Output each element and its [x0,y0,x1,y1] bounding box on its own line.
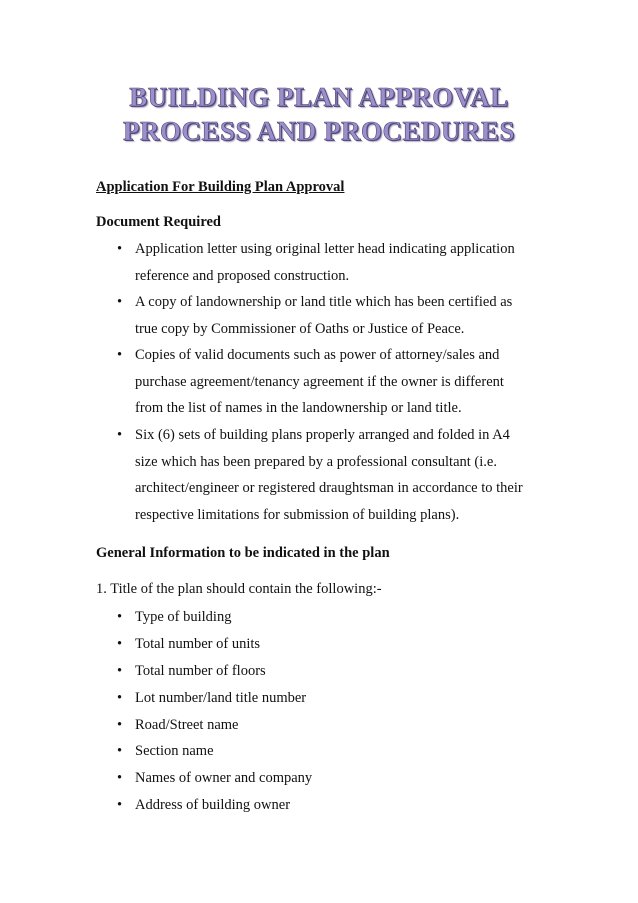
document-item-line: respective limitations for submission of building plans). [135,507,460,523]
section-heading-general-information: General Information to be indicated in the plan [96,545,390,561]
title-item: Total number of floors [135,663,266,679]
title-intro-text: 1. Title of the plan should contain the following:- [96,581,382,597]
document-title-line-1: BUILDING PLAN APPROVAL [129,82,509,112]
title-item: Section name [135,743,214,759]
document-item-line: A copy of landownership or land title which has been certified as [135,294,513,310]
document-item-line: from the list of names in the landownership or land title. [135,400,462,416]
title-item: Names of owner and company [135,770,313,786]
bullet-icon: • [117,636,123,652]
document-item-line: Application letter using original letter head indicating application [135,241,515,257]
document-item-line: size which has been prepared by a professional consultant (i.e. [135,454,497,470]
bullet-icon: • [117,663,123,679]
bullet-icon: • [117,347,123,363]
bullet-icon: • [117,770,123,786]
document-item-line: architect/engineer or registered draughtsman in accordance to their [135,480,523,496]
title-item: Road/Street name [135,717,239,733]
bullet-icon: • [117,427,123,443]
bullet-icon: • [117,690,123,706]
section-heading-documents-required: Document Required [96,214,221,230]
bullet-icon: • [117,609,123,625]
bullet-icon: • [117,797,123,813]
document-title-line-2: PROCESS AND PROCEDURES [122,116,516,146]
title-item: Address of building owner [135,797,291,813]
bullet-icon: • [117,241,123,257]
document-item-line: purchase agreement/tenancy agreement if the owner is different [135,374,504,390]
title-item: Type of building [135,609,232,625]
bullet-icon: • [117,294,123,310]
title-item: Lot number/land title number [135,690,307,706]
title-item: Total number of units [135,636,261,652]
document-item-line: Copies of valid documents such as power of attorney/sales and [135,347,500,363]
bullet-icon: • [117,743,123,759]
document-item-line: Six (6) sets of building plans properly arranged and folded in A4 [135,427,510,443]
bullet-icon: • [117,717,123,733]
document-item-line: reference and proposed construction. [135,268,350,284]
document-item-line: true copy by Commissioner of Oaths or Justice of Peace. [135,321,465,337]
section-heading-application: Application For Building Plan Approval [96,179,345,195]
